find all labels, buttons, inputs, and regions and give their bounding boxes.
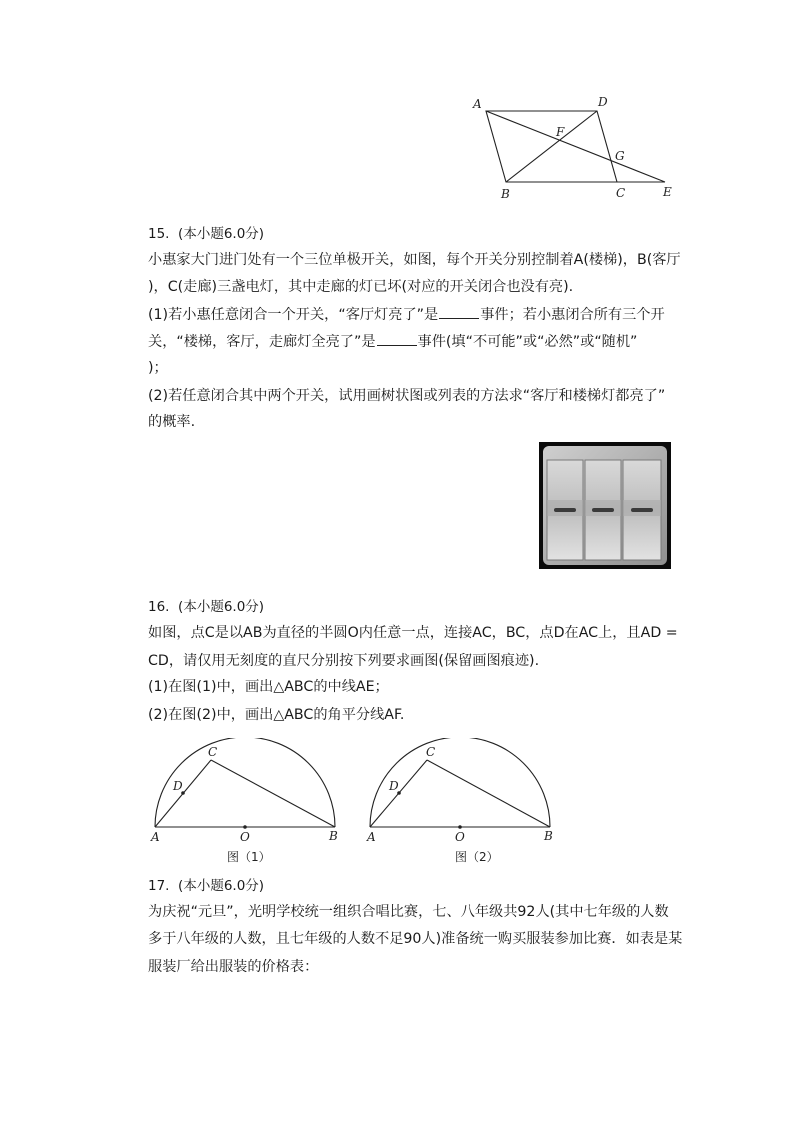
q17-line3: 服装厂给出服装的价格表： bbox=[148, 959, 319, 975]
q17-line1: 为庆祝“元旦”，光明学校统一组织合唱比赛，七、八年级共92人(其中七年级的人数 bbox=[148, 904, 669, 920]
q16-line4: (2)在图(2)中，画出△ABC的角平分线AF. bbox=[148, 707, 405, 723]
three-switch-photo bbox=[539, 442, 671, 569]
fig1-caption: 图（1） bbox=[227, 850, 271, 864]
q15-line4 bbox=[148, 332, 637, 352]
semicircle-figures bbox=[145, 738, 565, 868]
q17-line2: 多于八年级的人数，且七年级的人数不足90人)准备统一购买服装参加比赛．如表是某 bbox=[148, 931, 683, 947]
q15-line6: (2)若任意闭合其中两个开关，试用画树状图或列表的方法求“客厅和楼梯灯都亮了” bbox=[148, 388, 666, 404]
q15-line3-part1: (1)若小惠任意闭合一个开关，“客厅灯亮了”是 bbox=[148, 307, 439, 323]
fig1-label-D: D bbox=[173, 779, 183, 793]
label-E: E bbox=[663, 185, 672, 199]
fig1-label-A: A bbox=[151, 830, 160, 844]
q16-line3: (1)在图(1)中，画出△ABC的中线AE； bbox=[148, 679, 389, 695]
q15-line5: )； bbox=[148, 360, 168, 376]
fig1-label-B: B bbox=[329, 829, 338, 843]
answer-blank-2[interactable] bbox=[377, 333, 417, 346]
fig1-label-C: C bbox=[208, 745, 218, 759]
q15-line7: 的概率. bbox=[148, 414, 196, 430]
q16-header: 16. (本小题6.0分) bbox=[148, 599, 265, 615]
q17-header: 17. (本小题6.0分) bbox=[148, 878, 265, 894]
fig2-label-C: C bbox=[426, 745, 436, 759]
label-D: D bbox=[598, 95, 608, 109]
q16-line1: 如图，点C是以AB为直径的半圆O内任意一点，连接AC，BC，点D在AC上，且AD = bbox=[148, 625, 678, 641]
label-F: F bbox=[556, 125, 565, 139]
q15-line2: )，C(走廊)三盏电灯，其中走廊的灯已坏(对应的开关闭合也没有亮). bbox=[148, 279, 574, 295]
q15-line3-part2: 事件；若小惠闭合所有三个开 bbox=[480, 307, 665, 323]
q16-line2: CD，请仅用无刻度的直尺分别按下列要求画图(保留画图痕迹). bbox=[148, 653, 540, 669]
q15-header: 15. (本小题6.0分) bbox=[148, 226, 265, 242]
label-G: G bbox=[615, 149, 625, 163]
parallelogram-figure bbox=[470, 94, 680, 206]
fig2-label-B: B bbox=[544, 829, 553, 843]
fig1-label-O: O bbox=[240, 830, 250, 844]
label-B: B bbox=[501, 187, 510, 201]
answer-blank-1[interactable] bbox=[439, 306, 479, 319]
label-A: A bbox=[473, 97, 482, 111]
fig2-label-O: O bbox=[455, 830, 465, 844]
q15-line4-part2: 事件(填“不可能”或“必然”或“随机” bbox=[417, 334, 638, 350]
label-C: C bbox=[616, 186, 626, 200]
q15-line1: 小惠家大门进门处有一个三位单极开关，如图，每个开关分别控制着A(楼梯)，B(客厅 bbox=[148, 252, 681, 268]
q15-line4-part1: 关，“楼梯，客厅，走廊灯全亮了”是 bbox=[148, 334, 376, 350]
fig2-label-A: A bbox=[367, 830, 376, 844]
q15-line3 bbox=[148, 305, 665, 325]
fig2-caption: 图（2） bbox=[455, 850, 499, 864]
fig2-label-D: D bbox=[389, 779, 399, 793]
